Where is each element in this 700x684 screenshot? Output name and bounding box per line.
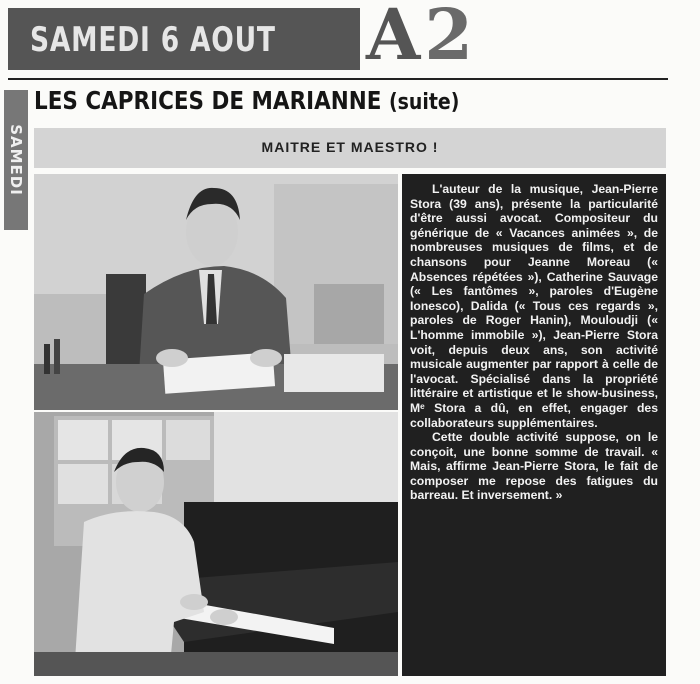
photo-musician-illustration bbox=[34, 412, 398, 676]
channel-logo bbox=[366, 0, 478, 76]
photo-lawyer-illustration bbox=[34, 174, 398, 410]
article-paragraph: L'auteur de la musique, Jean-Pierre Stora (39 ans), présente la particularité d'être aussi avocat. Compositeur du générique de « Vacances animées », de nombreuses musiques de films, et de chansons pour Jeanne Moreau (« Absences répétées »), Catherine Sauvage (« Les fantômes », paroles d'Eugène Ionesco), Dalida (« Tous ces regards », paroles de Roger Hanin), Mouloudji (« L'homme immobile »), Jean-Pierre Stora voit, depuis deux ans, son activité musicale augmenter par rapport à celle de l'avocat. Spécialisé dans la propriété littéraire et artistique et le show-business, Mᵉ Stora a dû, en effet, engager des collaborateurs supplémentaires. bbox=[410, 182, 658, 430]
date-heading: SAMEDI 6 AOUT bbox=[30, 20, 276, 60]
article-body bbox=[402, 174, 666, 676]
channel-logo-number: 2 bbox=[424, 0, 478, 76]
header-divider bbox=[8, 78, 668, 80]
article-title bbox=[34, 86, 459, 115]
channel-logo-letter: A bbox=[366, 0, 425, 76]
side-tab-label: SAMEDI bbox=[7, 124, 25, 196]
photo-musician-at-piano bbox=[34, 412, 398, 676]
article-paragraph: Cette double activité suppose, on le conçoit, une bonne somme de travail. « Mais, affirme Jean-Pierre Stora, le fait de composer me repose des fatigues du barreau. Et inversement. » bbox=[410, 430, 658, 503]
subtitle-banner bbox=[34, 128, 666, 168]
article-subtitle: MAITRE ET MAESTRO ! bbox=[261, 139, 439, 155]
date-banner bbox=[8, 8, 360, 70]
photo-lawyer-at-desk bbox=[34, 174, 398, 410]
article-title-main: LES CAPRICES DE MARIANNE bbox=[34, 86, 382, 115]
article-title-suffix: (suite) bbox=[388, 90, 460, 115]
